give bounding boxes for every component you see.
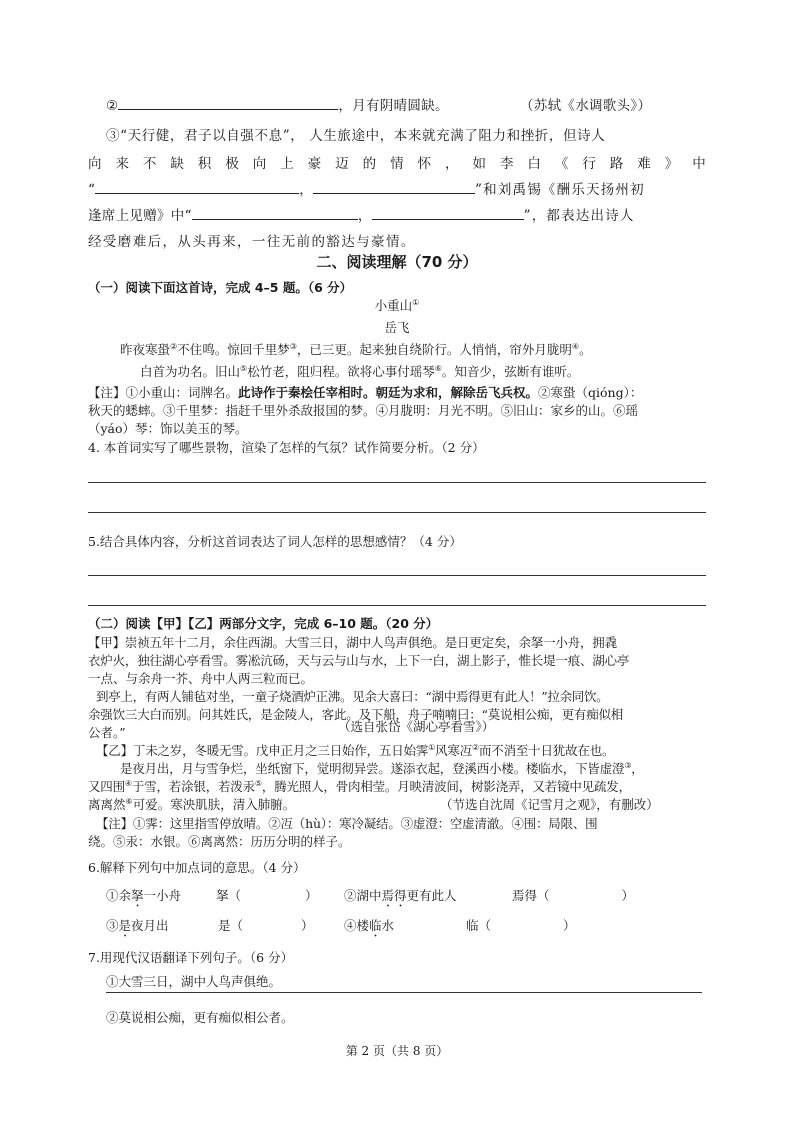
- passage-note-line-1: 【注】①霁：这里指雪停放晴。②冱（hù）：寒冷凝结。③虚澄：空虚清澈。④围：局限、围: [96, 816, 598, 831]
- q6-item-4: ④楼临水: [344, 918, 395, 933]
- poem-note-line-1: 【注】①小重山：词牌名。此诗作于秦桧任宰相时。朝廷为求和，解除岳飞兵权。②寒蛩（qióng）：: [88, 385, 643, 400]
- answer-line[interactable]: [88, 512, 706, 513]
- passage-yi-line-1: 【乙】丁未之岁，冬暖无雪。戊申正月之三日始作，五日始霁①风寒冱②而不消至十日犹故在也。: [96, 742, 615, 758]
- recite-item-3-line4: 逢席上见赠》中“ ， ”，都表达出诗人: [88, 204, 635, 224]
- passage-note-line-2: 绕。⑤汞：水银。⑥离离然：历历分明的样子。: [88, 834, 351, 849]
- poem-note-line-3: （yáo）琴：饰以美玉的琴。: [88, 421, 248, 436]
- passage-jia-line-2: 衣炉火，独往湖心亭看雪。雾凇沆砀，天与云与山与水，上下一白，湖上影子，惟长堤一痕、湖心亭: [88, 653, 630, 668]
- recite-item-2-source: （苏轼《水调歌头》）: [520, 98, 652, 114]
- question-7: 7.用现代汉语翻译下列句子。（6 分）: [88, 950, 294, 965]
- answer-line[interactable]: [106, 992, 702, 993]
- passage-jia-line-4: 到亭上，有两人铺毡对坐，一童子烧酒炉正沸。见余大喜曰：“湖中焉得更有此人！”拉余同饮。: [96, 689, 609, 704]
- part1-title: （一）阅读下面这首诗，完成 4–5 题。（6 分）: [88, 280, 353, 295]
- passage-yi-line-3: 又四围④于雪，若涂银，若泼汞⑤，腾光照人，骨肉相莹。月映清波间，树影浇弄，又若镜中见疏发，: [88, 778, 631, 794]
- q7-sentence-2: ②莫说相公痴，更有痴似相公者。: [106, 1010, 294, 1025]
- poem-line-1: 昨夜寒蛩②不住鸣。惊回千里梦③，已三更。起来独自绕阶行。人悄悄，帘外月胧明④。: [120, 341, 592, 357]
- passage-yi-source: （节选自沈周《记雪月之观》，有删改）: [440, 797, 659, 812]
- answer-line[interactable]: [88, 575, 706, 576]
- poem-line-2: 白首为功名。旧山⑤松竹老，阻归程。欲将心事付瑶琴⑥。知音少，弦断有谁听。: [140, 363, 580, 379]
- passage-jia-line-5: 余强饮三大白而别。问其姓氏，是金陵人，客此。及下船，舟子喃喃曰：“莫说相公痴，更有痴似相: [88, 707, 624, 722]
- answer-blank[interactable]: [313, 179, 475, 194]
- passage-jia-line-3: 一点、与余舟一芥、舟中人两三粒而已。: [88, 671, 314, 686]
- q7-sentence-1: ①大雪三日，湖中人鸟声俱绝。: [106, 974, 282, 989]
- poem-title: 小重山①: [374, 297, 420, 313]
- passage-jia-line-1: 【甲】崇祯五年十二月，余住西湖。大雪三日，湖中人鸟声俱绝。是日更定矣，余拏一小舟，拥毳: [88, 635, 617, 650]
- poem-note-line-2: 秋天的蟋蟀。③千里梦：指赶千里外杀敌报国的梦。④月胧明：月光不明。⑤旧山：家乡的山。⑥瑶: [88, 403, 639, 418]
- section-title: 二、阅读理解（70 分）: [316, 253, 478, 271]
- passage-yi-line-2: 是夜月出，月与雪争烂，坐纸窗下，觉明彻异尝。遂添衣起，登溪西小楼。楼临水，下皆虚澄③，: [120, 760, 644, 776]
- q6-item-3-answer[interactable]: 是（ ）: [218, 918, 314, 933]
- recite-item-2: ② ，月有阴晴圆缺。: [106, 94, 449, 114]
- answer-line[interactable]: [88, 482, 706, 483]
- answer-blank[interactable]: [118, 95, 338, 110]
- recite-item-3-line3: “ ， ”和刘禹锡《酬乐天扬州初: [88, 178, 645, 198]
- question-5: 5.结合具体内容，分析这首词表达了词人怎样的思想感情？（4 分）: [88, 534, 462, 549]
- passage-jia-line-6: 公者。”: [88, 725, 126, 740]
- q6-item-2: ②湖中焉得更有此人: [344, 888, 457, 903]
- q6-item-4-answer[interactable]: 临（ ）: [466, 918, 576, 933]
- question-4: 4. 本首词实写了哪些景物，渲染了怎样的气氛？试作简要分析。（2 分）: [88, 440, 485, 455]
- passage-yi-line-4: 离离然⑥可爱。寒泱肌肤，清入肺腑。: [88, 796, 296, 812]
- q6-item-3: ③是夜月出: [106, 918, 169, 933]
- answer-line[interactable]: [88, 605, 706, 606]
- answer-blank[interactable]: [372, 205, 524, 220]
- answer-blank[interactable]: [192, 205, 358, 220]
- recite-item-3-line5: 经受磨难后，从头再来，一往无前的豁达与豪情。: [88, 234, 416, 250]
- part2-title: （二）阅读【甲】【乙】两部分文字，完成 6–10 题。（20 分）: [88, 616, 439, 631]
- answer-blank[interactable]: [95, 179, 299, 194]
- page-footer: 第 2 页（共 8 页）: [345, 1044, 449, 1058]
- recite-item-3-line2: 向来不缺积极向上豪迈的情怀，如李白《行路难》中: [88, 156, 706, 172]
- poem-author: 岳飞: [384, 320, 410, 335]
- q6-item-2-answer[interactable]: 焉得（ ）: [512, 888, 635, 903]
- question-6: 6.解释下列句中加点词的意思。（4 分）: [88, 860, 306, 875]
- q6-item-1: ①余拏一小舟: [106, 888, 182, 903]
- passage-jia-source: （选自张岱《湖心亭看雪》）: [338, 719, 495, 734]
- recite-item-3-line1: ③“天行健，君子以自强不息”， 人生旅途中，本来就充满了阻力和挫折，但诗人: [106, 128, 606, 144]
- q6-item-1-answer[interactable]: 拏（ ）: [216, 888, 318, 903]
